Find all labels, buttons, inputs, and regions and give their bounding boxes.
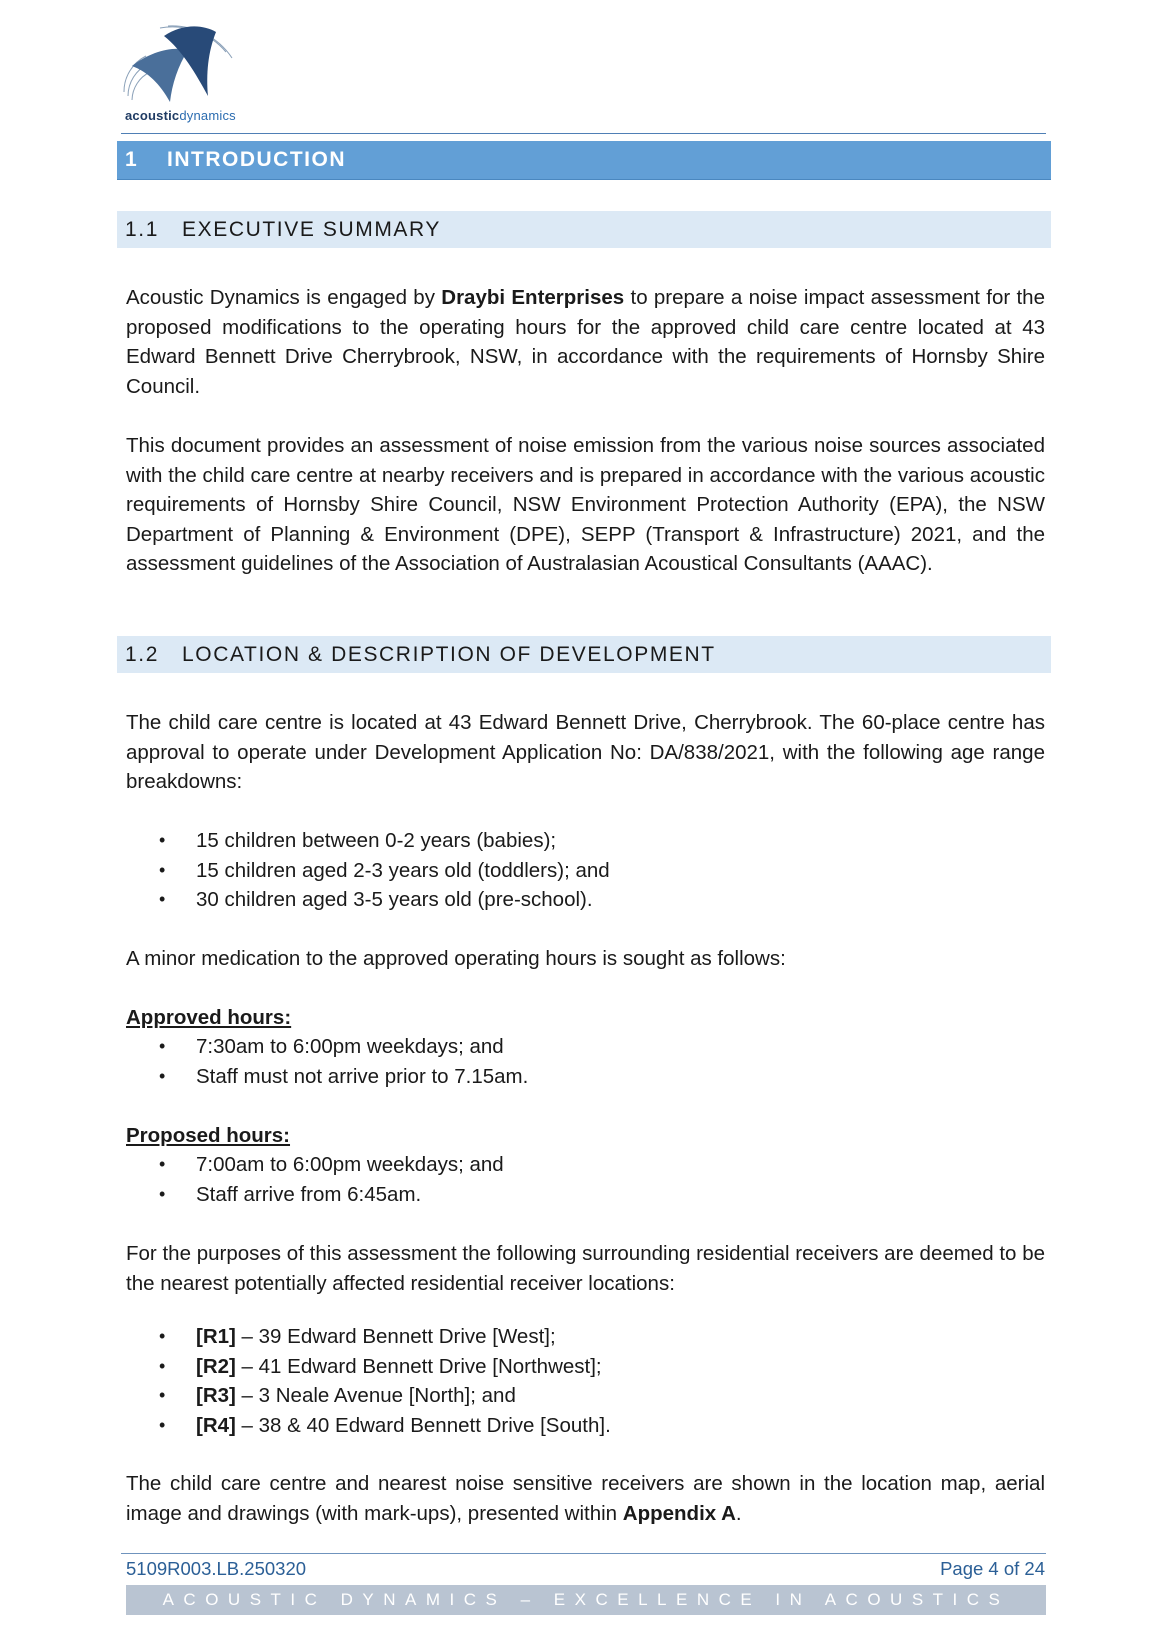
proposed-hours-list [126, 1150, 1045, 1209]
list-item: • [R1] – 39 Edward Bennett Drive [West]; [159, 1325, 556, 1348]
location-paragraph-2: A minor medication to the approved operating hours is sought as follows: [126, 947, 786, 970]
list-item: • 7:00am to 6:00pm weekdays; and [159, 1153, 504, 1176]
appendix-reference: Appendix A [622, 1501, 736, 1525]
page-number: Page 4 of 24 [940, 1558, 1045, 1579]
list-item-text: 7:00am to 6:00pm weekdays; and [196, 1153, 504, 1176]
document-reference: 5109R003.LB.250320 [126, 1558, 307, 1579]
text-run: to prepare a noise impact assessment for the proposed modifications to the operating hours for the approved child care centre located at 43 Edward Bennett Drive Cherrybrook, NSW, in accordance with the requirements of Hornsby Shire Council. [126, 286, 1045, 398]
text-run: . [735, 1501, 742, 1525]
list-item-text: 30 children aged 3-5 years old (pre-school). [196, 888, 593, 911]
list-item-text: 15 children aged 2-3 years old (toddlers); and [196, 858, 610, 882]
subsection-title: LOCATION & DESCRIPTION OF DEVELOPMENT [182, 643, 716, 666]
list-item-text: Staff arrive from 6:45am. [196, 1182, 422, 1206]
receiver-code: [R1] [196, 1325, 236, 1348]
text-run: Acoustic Dynamics is engaged by [126, 286, 442, 309]
age-range-list [126, 826, 1045, 915]
list-item: • [R2] – 41 Edward Bennett Drive [Northwest]; [159, 1354, 602, 1378]
logo-text-light: dynamics [179, 108, 236, 123]
list-item: • Staff must not arrive prior to 7.15am. [159, 1064, 529, 1088]
list-item: • Staff arrive from 6:45am. [159, 1182, 422, 1206]
list-item: • 15 children between 0-2 years (babies); [159, 829, 557, 852]
list-item: • 15 children aged 2-3 years old (toddlers); and [159, 858, 610, 882]
sails-logo-icon [120, 22, 250, 112]
receiver-text: – 38 & 40 Edward Bennett Drive [South]. [235, 1413, 611, 1437]
approved-hours-heading: Approved hours: [126, 1006, 292, 1029]
subsection-number: 1.2 [125, 643, 159, 666]
subsection-number: 1.1 [125, 218, 159, 241]
approved-hours-list [126, 1032, 1045, 1091]
company-logo [120, 22, 250, 130]
list-item: • 30 children aged 3-5 years old (pre-school). [159, 888, 593, 911]
list-item: • [R4] – 38 & 40 Edward Bennett Drive [South]. [159, 1413, 611, 1437]
client-name: Draybi Enterprises [441, 286, 625, 309]
list-item-text: 7:30am to 6:00pm weekdays; and [196, 1035, 504, 1058]
receiver-text: – 3 Neale Avenue [North]; and [235, 1384, 516, 1407]
list-item-text: Staff must not arrive prior to 7.15am. [196, 1064, 529, 1088]
receivers-list [126, 1322, 1045, 1440]
receiver-code: [R4] [196, 1413, 236, 1437]
section-number: 1 [125, 148, 139, 171]
executive-summary-paragraph-2: This document provides an assessment of noise emission from the various noise sources associated with the child care centre at nearby receivers and is prepared in accordance with the various acoustic requirements of Hornsby Shire Council, NSW Environment Protection Authority (EPA), the NSW Department of Planning & Environment (DPE), SEPP (Transport & Infrastructure) 2021, and the assessment guidelines of the Association of Australasian Acoustical Consultants (AAAC). [126, 434, 1045, 575]
location-paragraph-4 [126, 1469, 1045, 1528]
receiver-text: – 41 Edward Bennett Drive [Northwest]; [235, 1354, 602, 1378]
location-paragraph-1: The child care centre is located at 43 Edward Bennett Drive, Cherrybrook. The 60-place centre has approval to operate under Development Application No: DA/838/2021, with the following age range breakdowns: [126, 711, 1045, 793]
header-divider [121, 133, 1046, 134]
footer-divider [121, 1553, 1046, 1554]
text-run: The child care centre and nearest noise sensitive receivers are shown in the location map, aerial image and drawings (with mark-ups), presented within [126, 1472, 1045, 1525]
receiver-code: [R3] [196, 1384, 236, 1407]
section-title: INTRODUCTION [167, 148, 346, 171]
logo-wordmark [125, 108, 236, 123]
subsection-title: EXECUTIVE SUMMARY [182, 218, 442, 241]
section-heading-introduction [117, 141, 1051, 179]
subsection-heading-executive-summary [117, 211, 1051, 248]
proposed-hours-heading: Proposed hours: [126, 1124, 291, 1147]
list-item-text: 15 children between 0-2 years (babies); [196, 829, 557, 852]
receiver-code: [R2] [196, 1354, 236, 1378]
list-item: • 7:30am to 6:00pm weekdays; and [159, 1035, 504, 1058]
location-paragraph-3: For the purposes of this assessment the following surrounding residential receivers are deemed to be the nearest potentially affected residential receiver locations: [126, 1242, 1045, 1295]
executive-summary-paragraph-1 [126, 283, 1045, 401]
footer-tagline: ACOUSTIC DYNAMICS – EXCELLENCE IN ACOUSTICS [126, 1585, 1046, 1615]
subsection-heading-location [117, 636, 1051, 673]
receiver-text: – 39 Edward Bennett Drive [West]; [235, 1325, 556, 1348]
logo-text-bold: acoustic [125, 108, 180, 123]
list-item: • [R3] – 3 Neale Avenue [North]; and [159, 1384, 516, 1407]
